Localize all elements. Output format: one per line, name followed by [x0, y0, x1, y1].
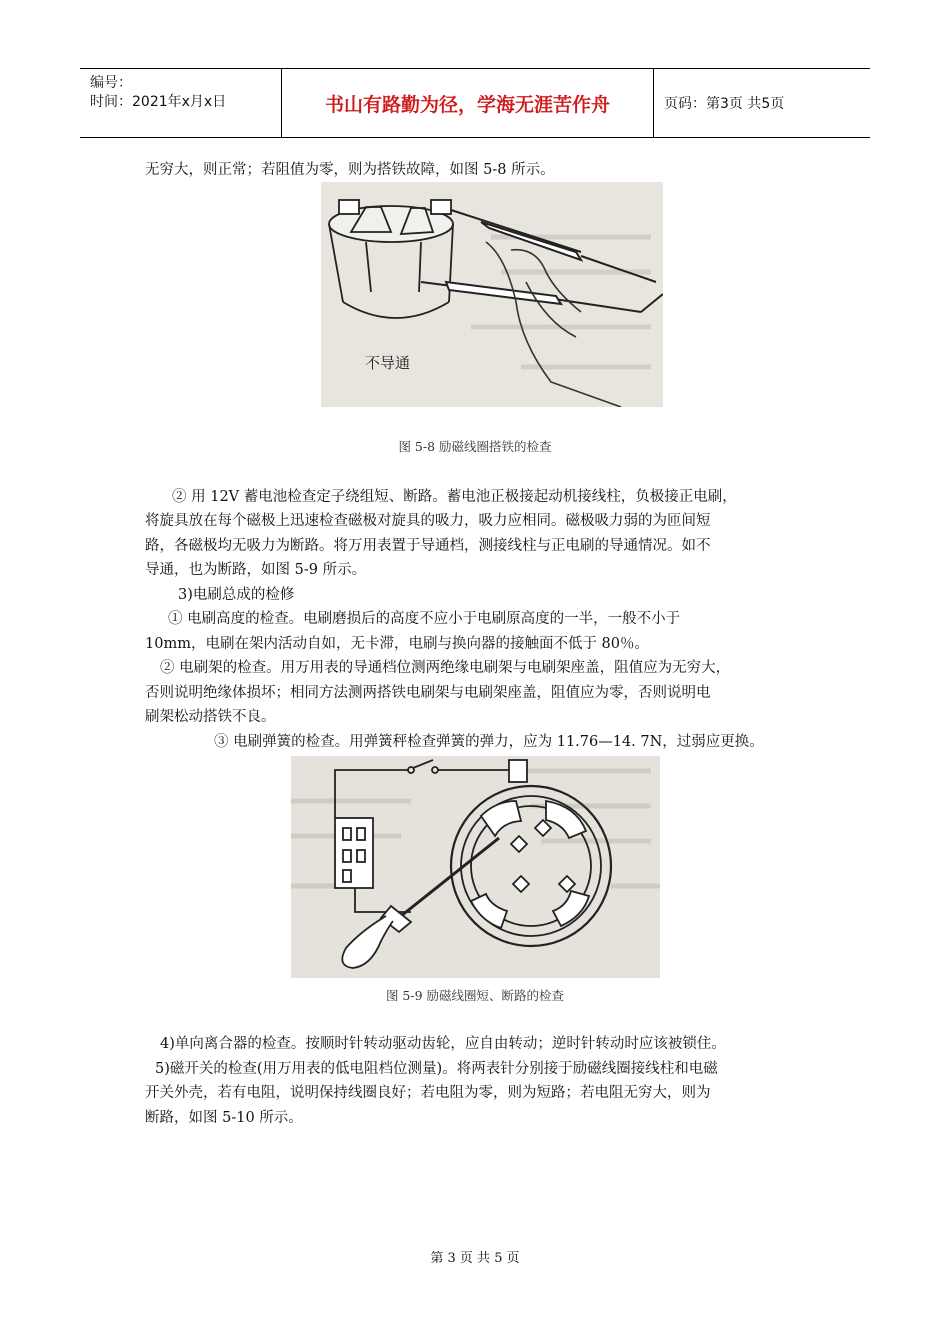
figure-5-9	[291, 756, 660, 978]
text-line: ② 用 12V 蓄电池检查定子绕组短、断路。蓄电池正极接起动机接线柱，负极接正电刷，	[172, 489, 737, 505]
text-line: 4)单向离合器的检查。按顺时针转动驱动齿轮，应自由转动；逆时针转动时应该被锁住。	[160, 1036, 726, 1052]
text-line: 10mm，电刷在架内活动自如，无卡滞，电刷与换向器的接触面不低于 80％。	[145, 636, 650, 652]
figure-5-8-label: 不导通	[365, 354, 411, 372]
text-line: ① 电刷高度的检查。电刷磨损后的高度不应小于电刷原高度的一半，一般不小于	[168, 611, 681, 627]
header-motto: 书山有路勤为径，学海无涯苦作舟	[282, 69, 654, 137]
section-heading: 3)电刷总成的检修	[178, 587, 295, 603]
header-meta	[80, 69, 282, 137]
header-page-info: 页码：第3页 共5页	[664, 96, 785, 112]
figure-5-8-drawing	[321, 182, 663, 407]
number-label: 编号：	[90, 75, 132, 91]
text-line: ③ 电刷弹簧的检查。用弹簧秤检查弹簧的弹力，应为 11.76—14. 7N，过弱应更换。	[214, 734, 764, 750]
text-line: ② 电刷架的检查。用万用表的导通档位测两绝缘电刷架与电刷架座盖，阻值应为无穷大，	[160, 660, 731, 676]
text-line: 将旋具放在每个磁极上迅速检查磁极对旋具的吸力，吸力应相同。磁极吸力弱的为匝间短	[145, 513, 711, 529]
page-header	[80, 68, 870, 138]
time-label: 时间：2021年x月x日	[90, 94, 227, 110]
text-line: 刷架松动搭铁不良。	[145, 709, 276, 725]
figure-5-9-caption: 图 5-9 励磁线圈短、断路的检查	[385, 988, 565, 1003]
text-line: 5)磁开关的检查(用万用表的低电阻档位测量)。将两表针分别接于励磁线圈接线柱和电磁	[155, 1061, 718, 1077]
text-line: 路，各磁极均无吸力为断路。将万用表置于导通档，测接线柱与正电刷的导通情况。如不	[145, 538, 711, 554]
text-line: 否则说明绝缘体损坏；相同方法测两搭铁电刷架与电刷架座盖，阻值应为零，否则说明电	[145, 685, 711, 701]
figure-5-8-caption: 图 5-8 励磁线圈搭铁的检查	[398, 439, 552, 454]
page-footer: 第 3 页 共 5 页	[430, 1251, 520, 1266]
text-line: 导通，也为断路，如图 5-9 所示。	[145, 562, 367, 578]
text-line: 开关外壳，若有电阻，说明保持线圈良好；若电阻为零，则为短路；若电阻无穷大，则为	[145, 1085, 711, 1101]
text-line: 无穷大，则正常；若阻值为零，则为搭铁故障，如图 5-8 所示。	[145, 162, 555, 178]
figure-5-9-drawing	[291, 756, 660, 978]
figure-5-8	[321, 182, 663, 407]
text-line: 断路，如图 5-10 所示。	[145, 1110, 303, 1126]
